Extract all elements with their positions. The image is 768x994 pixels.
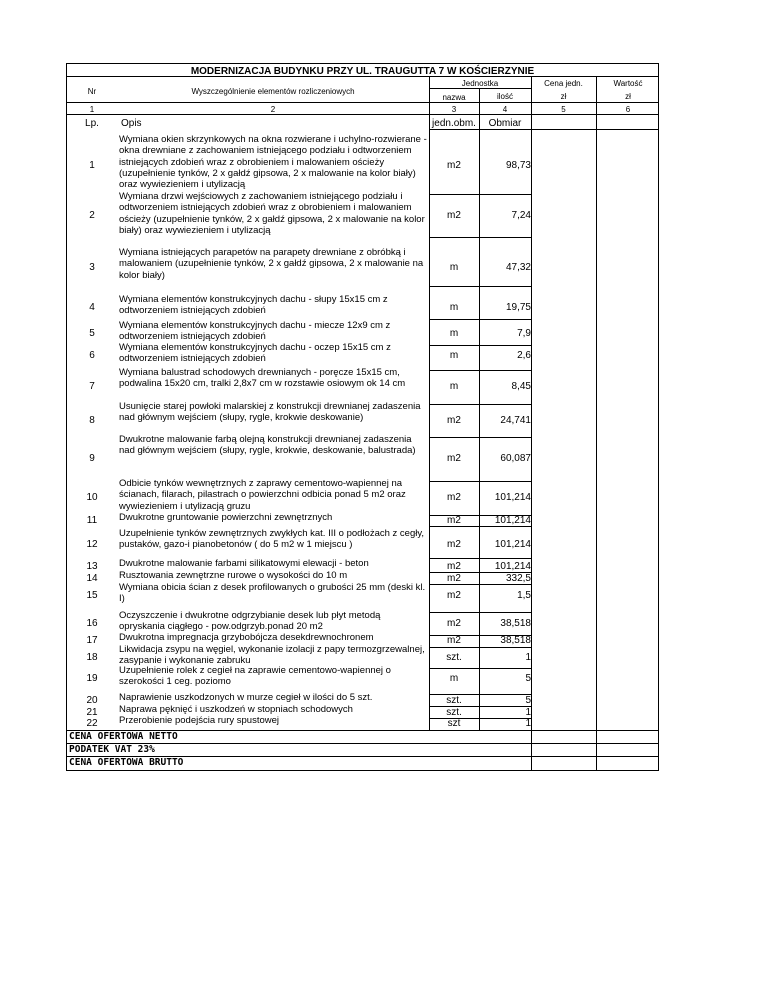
grid-line: [429, 370, 531, 371]
row-description: Odbicie tynków wewnętrznych z zaprawy cementowo-wapiennej na ścianach, filarach, pilastrach o powierzchni odbicia ponad 5 m2 oraz wywiezieniem i utylizacją gruzu: [119, 478, 406, 512]
grid-line: [429, 319, 531, 320]
row-lp: 13: [86, 560, 98, 572]
header-wartosc-zl: zł: [625, 92, 631, 101]
header-jedn-obm: jedn.obm.: [432, 118, 476, 129]
header-obmiar: Obmiar: [488, 118, 522, 129]
header-description: Wyszczególnienie elementów rozliczeniowych: [191, 87, 355, 96]
row-description: Wymiana elementów konstrukcyjnych dachu - słupy 15x15 cm z odtworzeniem istniejących zdobień: [119, 294, 388, 317]
grid-line: [67, 76, 658, 77]
row-quantity: 98,73: [505, 159, 531, 171]
grid-line: [67, 743, 658, 744]
summary-vat: PODATEK VAT 23%: [69, 744, 155, 755]
summary-brutto: CENA OFERTOWA BRUTTO: [69, 757, 184, 768]
row-unit: szt.: [446, 706, 462, 718]
header-col-2: 2: [270, 105, 276, 114]
row-description: Uzupełnienie tynków zewnętrznych zwykłych kat. III o podłożach z cegły, pustaków, gazo-i pianobetonów ( do 5 m2 w 1 miejscu ): [119, 528, 425, 551]
row-unit: m: [449, 328, 459, 339]
row-description: Oczyszczenie i dwukrotne odgrzybianie desek lub płyt metodą opryskania ciągłego - pow.odgrzyb.ponad 20 m2: [119, 610, 381, 633]
row-description: Naprawienie uszkodzonych w murze cegieł w ilości do 5 szt.: [119, 692, 373, 703]
row-description: Likwidacja zsypu na węgiel, wykonanie izolacji z papy termozgrzewalnej, zasypanie i wykonanie zabruku: [119, 644, 425, 667]
row-unit: m2: [447, 514, 461, 526]
grid-line: [429, 515, 531, 516]
row-quantity: 7,9: [517, 328, 531, 339]
grid-line: [429, 437, 531, 438]
header-col-6: 6: [625, 105, 631, 114]
header-ilosc: ilość: [496, 92, 513, 101]
row-unit: m2: [447, 453, 461, 464]
header-opis: Opis: [121, 118, 142, 129]
row-description: Przerobienie podejścia rury spustowej: [119, 715, 279, 726]
grid-line: [429, 88, 531, 89]
row-unit: szt.: [446, 694, 462, 706]
row-unit: m2: [447, 209, 461, 221]
header-cena-zl: zł: [560, 92, 567, 101]
grid-line: [429, 286, 531, 287]
row-unit: m: [449, 350, 459, 361]
row-description: Wymiana drzwi wejściowych z zachowaniem istniejącego podziału i odtworzeniem istniejących zdobień wraz z obrobieniem i malowaniem ościeży (uzupełnienie tynków, 2 x gałdź gipsowa, 2 x malowanie na kolor biały) oraz wywiezieniem i utylizacją: [119, 191, 425, 236]
grid-line: [596, 76, 597, 770]
grid-line: [429, 647, 531, 648]
grid-line: [429, 526, 531, 527]
row-quantity: 1: [525, 706, 531, 718]
row-quantity: 2,6: [517, 350, 531, 361]
row-description: Dwukrotne malowanie farbami silikatowymi elewacji - beton: [119, 558, 369, 569]
row-description: Rusztowania zewnętrzne rurowe o wysokości do 10 m: [119, 570, 348, 581]
row-lp: 8: [89, 414, 95, 426]
row-unit: szt: [447, 717, 461, 729]
header-col-1: 1: [89, 105, 95, 114]
grid-line: [67, 756, 658, 757]
row-quantity: 1,5: [517, 590, 531, 601]
row-description: Wymiana okien skrzynkowych na okna rozwierane i uchylno-rozwierane - okna drewniane z zachowaniem istniejącego podziału i odtworzeniem istniejących zdobień wraz z obrobieniem i malowaniem ościeży (uzupełnienie tynków, 2 x gałdź gipsowa, 2 x malowanie na kolor biały) oraz wywiezieniem i utylizacją: [119, 134, 427, 191]
header-col-5: 5: [561, 105, 566, 114]
header-col-4: 4: [502, 105, 508, 114]
row-quantity: 1: [525, 652, 531, 663]
row-lp: 6: [89, 350, 95, 361]
header-wartosc: Wartość: [613, 79, 643, 88]
grid-line: [429, 668, 531, 669]
row-description: Uzupełnienie rolek z cegieł na zaprawie cementowo-wapiennej o szerokości 1 ceg. poziomo: [119, 665, 391, 688]
row-description: Wymiana istniejących parapetów na parapety drewniane z obróbką i malowaniem (uzupełnienie tynków, 2 x gałdź gipsowa, 2 x malowanie na kolor biały): [119, 247, 424, 281]
row-description: Wymiana obicia ścian z desek profilowanych o grubości 25 mm (deski kl. I): [119, 582, 426, 605]
row-unit: m2: [447, 538, 461, 550]
grid-line: [429, 706, 531, 707]
row-quantity: 101,214: [494, 492, 531, 503]
header-cena-jedn: Cena jedn.: [544, 79, 583, 88]
grid-line: [429, 718, 531, 719]
row-quantity: 19,75: [505, 302, 531, 313]
row-quantity: 8,45: [511, 381, 531, 392]
row-unit: m2: [447, 590, 461, 601]
row-lp: 16: [86, 618, 98, 629]
grid-line: [531, 76, 532, 770]
row-quantity: 332,5: [505, 572, 531, 584]
row-unit: m2: [447, 159, 461, 171]
grid-line: [429, 635, 531, 636]
row-quantity: 5: [525, 694, 531, 706]
row-lp: 20: [86, 694, 98, 706]
row-lp: 2: [89, 209, 95, 221]
row-quantity: 47,32: [505, 262, 531, 273]
row-quantity: 101,214: [494, 514, 531, 526]
row-quantity: 1: [525, 717, 531, 729]
row-description: Dwukrotne gruntowanie powierzchni zewnętrznych: [119, 512, 333, 523]
row-lp: 21: [86, 706, 98, 718]
row-unit: szt.: [446, 652, 462, 663]
header-lp: Lp.: [85, 118, 99, 129]
row-quantity: 5: [525, 673, 531, 684]
row-quantity: 38,518: [500, 618, 531, 629]
row-lp: 5: [89, 328, 95, 339]
header-col-3: 3: [451, 105, 457, 114]
row-description: Dwukrotne malowanie farbą olejną konstrukcji drewnianej zadaszenia nad głównym wejściem (słupy, rygle, krokwie, deskowanie, balustrada): [119, 434, 416, 457]
row-lp: 1: [89, 159, 95, 171]
grid-line: [429, 237, 531, 238]
row-quantity: 38,518: [500, 634, 531, 646]
document-title: MODERNIZACJA BUDYNKU PRZY UL. TRAUGUTTA 7 W KOŚCIERZYNIE: [190, 66, 535, 77]
grid-line: [429, 558, 531, 559]
row-quantity: 7,24: [511, 209, 531, 221]
grid-line: [429, 694, 531, 695]
grid-line: [429, 572, 531, 573]
row-unit: m: [449, 673, 459, 684]
row-lp: 19: [86, 673, 98, 684]
row-description: Wymiana elementów konstrukcyjnych dachu - oczep 15x15 cm z odtworzeniem istniejących zdobień: [119, 342, 391, 365]
row-lp: 4: [89, 302, 95, 313]
grid-line: [67, 102, 658, 103]
grid-line: [429, 481, 531, 482]
header-nr: Nr: [87, 87, 97, 96]
cost-estimate-table: [66, 63, 659, 771]
row-quantity: 60,087: [500, 453, 531, 464]
row-quantity: 101,214: [494, 560, 531, 572]
grid-line: [429, 129, 658, 130]
row-description: Naprawa pęknięć i uszkodzeń w stopniach schodowych: [119, 704, 353, 715]
row-lp: 14: [86, 572, 98, 584]
row-unit: m2: [447, 634, 461, 646]
row-lp: 17: [86, 634, 98, 646]
grid-line: [429, 404, 531, 405]
grid-line: [67, 730, 658, 731]
row-unit: m: [449, 381, 459, 392]
summary-netto: CENA OFERTOWA NETTO: [69, 731, 178, 742]
row-unit: m2: [447, 560, 461, 572]
grid-line: [67, 114, 658, 115]
row-lp: 11: [86, 514, 98, 526]
row-description: Wymiana elementów konstrukcyjnych dachu - miecze 12x9 cm z odtworzeniem istniejących zdobień: [119, 320, 391, 343]
grid-line: [429, 612, 531, 613]
grid-line: [429, 345, 531, 346]
row-lp: 7: [89, 381, 95, 392]
row-lp: 15: [86, 590, 98, 601]
row-unit: m: [449, 302, 459, 313]
header-nazwa: nazwa: [442, 93, 466, 102]
grid-line: [429, 584, 531, 585]
row-lp: 18: [86, 652, 98, 663]
row-description: Wymiana balustrad schodowych drewnianych - poręcze 15x15 cm, podwalina 15x20 cm, tralki 2,8x7 cm w rozstawie osiowym ok 14 cm: [119, 367, 406, 390]
row-lp: 12: [86, 538, 98, 550]
row-unit: m2: [447, 572, 461, 584]
row-description: Dwukrotna impregnacja grzybobójcza desekdrewnochronem: [119, 632, 374, 643]
row-quantity: 101,214: [494, 538, 531, 550]
row-unit: m2: [447, 618, 461, 629]
row-unit: m2: [447, 414, 461, 426]
row-lp: 3: [89, 262, 95, 273]
row-lp: 10: [86, 492, 98, 503]
row-unit: m2: [447, 492, 461, 503]
row-lp: 22: [86, 717, 98, 729]
row-unit: m: [449, 262, 459, 273]
grid-line: [429, 194, 531, 195]
row-quantity: 24,741: [500, 414, 531, 426]
header-jednostka: Jednostka: [461, 79, 499, 88]
row-description: Usunięcie starej powłoki malarskiej z konstrukcji drewnianej zadaszenia nad głównym wejściem (słupy, rygle, krokwie deskowanie): [119, 401, 421, 424]
row-lp: 9: [89, 453, 95, 464]
